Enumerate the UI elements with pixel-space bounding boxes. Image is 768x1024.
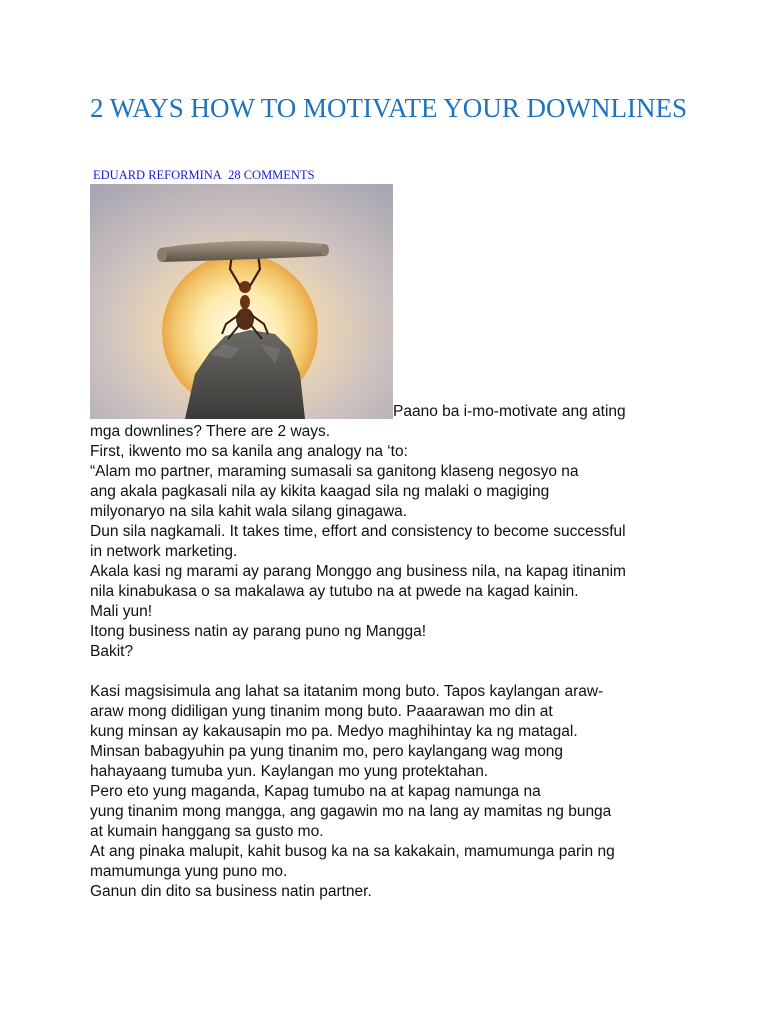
body-line: Minsan babagyuhin pa yung tinanim mo, pero kaylangang wag mong [90, 743, 564, 760]
ant-sunset-illustration [90, 184, 393, 419]
paragraph-spacer [90, 662, 690, 682]
article-body [90, 422, 690, 902]
body-line: Kasi magsisimula ang lahat sa itatanim mong buto. Tapos kaylangan araw- [90, 683, 604, 700]
body-line: Bakit? [90, 643, 134, 660]
body-line: Mali yun! [90, 603, 153, 620]
body-line: kung minsan ay kakausapin mo pa. Medyo maghihintay ka ng matagal. [90, 723, 578, 740]
body-line: at kumain hanggang sa gusto mo. [90, 823, 324, 840]
body-line: mga downlines? There are 2 ways. [90, 423, 331, 440]
body-line: yung tinanim mong mangga, ang gagawin mo na lang ay mamitas ng bunga [90, 803, 612, 820]
body-line: Ganun din dito sa business natin partner. [90, 883, 372, 900]
body-line: “Alam mo partner, maraming sumasali sa ganitong klaseng negosyo na [90, 463, 579, 480]
body-line: At ang pinaka malupit, kahit busog ka na sa kakakain, mamumunga parin ng [90, 843, 615, 860]
body-line: Akala kasi ng marami ay parang Monggo ang business nila, na kapag itinanim [90, 563, 626, 580]
byline [93, 168, 315, 183]
body-line: hahayaang tumuba yun. Kaylangan mo yung protektahan. [90, 763, 489, 780]
body-line: in network marketing. [90, 543, 238, 560]
author-link[interactable]: EDUARD REFORMINA [93, 168, 222, 182]
body-line: milyonaryo na sila kahit wala silang ginagawa. [90, 503, 408, 520]
body-line: Itong business natin ay parang puno ng Mangga! [90, 623, 427, 640]
article-title: 2 WAYS HOW TO MOTIVATE YOUR DOWNLINES [90, 93, 688, 123]
body-line: mamumunga yung puno mo. [90, 863, 288, 880]
body-line: First, ikwento mo sa kanila ang analogy na ‘to: [90, 443, 408, 460]
paragraph-first-line: Paano ba i-mo-motivate ang ating [393, 403, 626, 420]
body-line: Dun sila nagkamali. It takes time, effort and consistency to become successful [90, 523, 626, 540]
article-image [90, 184, 393, 419]
body-line: nila kinabukasa o sa makalawa ay tutubo na at pwede na kagad kainin. [90, 583, 579, 600]
comments-link[interactable]: 28 COMMENTS [228, 168, 315, 182]
body-line: Pero eto yung maganda, Kapag tumubo na at kapag namunga na [90, 783, 541, 800]
body-line: ang akala pagkasali nila ay kikita kaagad sila ng malaki o magiging [90, 483, 550, 500]
body-line: araw mong didiligan yung tinanim mong buto. Paaarawan mo din at [90, 703, 553, 720]
